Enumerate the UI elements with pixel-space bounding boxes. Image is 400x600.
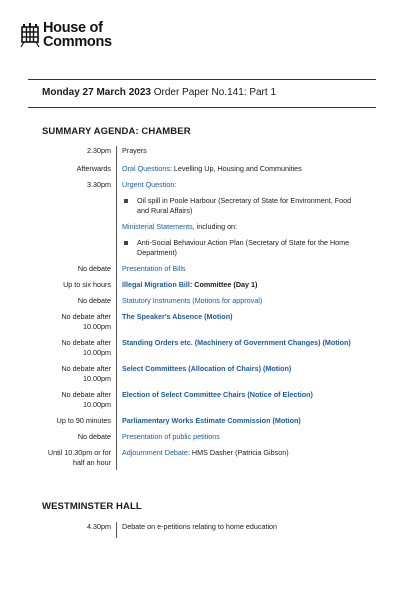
- order-date: Monday 27 March 2023: [42, 87, 151, 98]
- ministerial-statements-link[interactable]: Ministerial Statements: [122, 222, 193, 231]
- agenda-time: No debate: [42, 296, 117, 312]
- standing-orders-link[interactable]: Standing Orders etc. (Machinery of Government Changes) (Motion): [122, 338, 351, 347]
- agenda-time: 4.30pm: [42, 522, 117, 538]
- agenda-time: No debate after 10.00pm: [42, 364, 117, 390]
- chamber-agenda: [42, 146, 360, 470]
- agenda-time: Up to six hours: [42, 280, 117, 296]
- agenda-row: [42, 338, 360, 364]
- statutory-instruments-link[interactable]: Statutory Instruments (Motions for approval): [122, 296, 263, 305]
- select-committees-link[interactable]: Select Committees (Allocation of Chairs) (Motion): [122, 364, 292, 373]
- agenda-row: [42, 416, 360, 432]
- header-rule-bottom: [28, 107, 376, 108]
- adjournment-debate-link[interactable]: Adjournment Debate: [122, 448, 188, 457]
- westminster-agenda: [42, 522, 360, 538]
- presentation-of-bills-link[interactable]: Presentation of Bills: [122, 264, 186, 273]
- oral-questions-link[interactable]: Oral Questions: [122, 164, 170, 173]
- agenda-item-detail: : HMS Dasher (Patricia Gibson): [187, 448, 289, 457]
- works-estimate-commission-link[interactable]: Parliamentary Works Estimate Commission (Motion): [122, 416, 301, 425]
- chamber-section-title: SUMMARY AGENDA: CHAMBER: [42, 126, 191, 137]
- agenda-row: [42, 522, 360, 538]
- agenda-row: [42, 164, 360, 180]
- westminster-hall-title: WESTMINSTER HALL: [42, 501, 142, 512]
- agenda-time: No debate after 10.00pm: [42, 312, 117, 338]
- header-rule-top: [28, 79, 376, 80]
- agenda-row: [42, 146, 360, 164]
- portcullis-icon: [20, 22, 40, 48]
- agenda-item-detail: : Committee (Day 1): [189, 280, 258, 289]
- agenda-row: [42, 280, 360, 296]
- agenda-time: [42, 238, 117, 264]
- agenda-row: [42, 222, 360, 238]
- agenda-time: Up to 90 minutes: [42, 416, 117, 432]
- agenda-time: 3.30pm: [42, 180, 117, 196]
- logo-line-1: House of: [43, 20, 103, 36]
- election-of-chairs-link[interactable]: Election of Select Committee Chairs (Notice of Election): [122, 390, 313, 399]
- agenda-row: [42, 296, 360, 312]
- bullet-icon: [124, 241, 128, 245]
- speakers-absence-link[interactable]: The Speaker's Absence (Motion): [122, 312, 233, 321]
- agenda-time: [42, 196, 117, 222]
- order-paper-header: [42, 87, 276, 98]
- agenda-item: Prayers: [122, 146, 147, 155]
- illegal-migration-bill-link[interactable]: Illegal Migration Bill: [122, 280, 190, 289]
- agenda-row: [42, 264, 360, 280]
- agenda-row: [42, 312, 360, 338]
- agenda-row: [42, 364, 360, 390]
- public-petitions-link[interactable]: Presentation of public petitions: [122, 432, 220, 441]
- agenda-row: [42, 390, 360, 416]
- agenda-bullet-item: Anti-Social Behaviour Action Plan (Secretary of State for the Home Department): [137, 238, 350, 257]
- agenda-time: 2.30pm: [42, 146, 117, 164]
- agenda-time: No debate after 10.00pm: [42, 390, 117, 416]
- agenda-time: Afterwards: [42, 164, 117, 180]
- agenda-row: [42, 196, 360, 222]
- agenda-time: [42, 222, 117, 238]
- agenda-row: [42, 448, 360, 470]
- logo-line-2: Commons: [43, 33, 112, 50]
- agenda-item-detail: :: [174, 180, 177, 189]
- agenda-row: [42, 238, 360, 264]
- house-of-commons-logo: [20, 22, 112, 49]
- agenda-item: Debate on e-petitions relating to home education: [122, 522, 278, 531]
- agenda-time: No debate: [42, 264, 117, 280]
- agenda-time: No debate after 10.00pm: [42, 338, 117, 364]
- agenda-row: [42, 180, 360, 196]
- order-paper-number: Order Paper No.141: Part 1: [153, 87, 277, 98]
- urgent-question-link[interactable]: Urgent Question: [122, 180, 175, 189]
- agenda-row: [42, 432, 360, 448]
- agenda-time: No debate: [42, 432, 117, 448]
- agenda-bullet-item: Oil spill in Poole Harbour (Secretary of State for Environment, Food and Rural Affairs): [137, 196, 352, 215]
- bullet-icon: [124, 199, 128, 203]
- agenda-item-detail: : Levelling Up, Housing and Communities: [169, 164, 302, 173]
- agenda-time: Until 10.30pm or for half an hour: [42, 448, 117, 470]
- agenda-item-detail: , including on:: [192, 222, 238, 231]
